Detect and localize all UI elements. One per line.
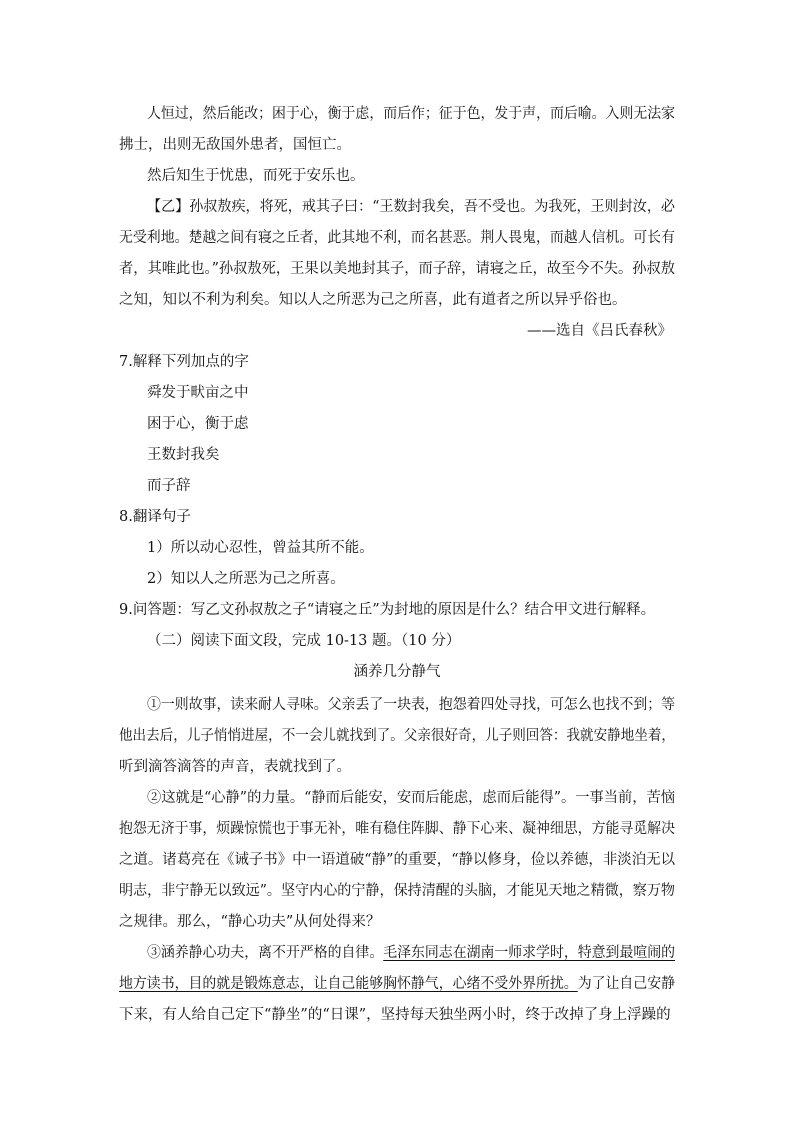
q8-title: 8.翻译句子 [119,509,191,525]
q7-item-1: 舜发于畎亩之中 [147,385,249,401]
section2-header: （二）阅读下面文段，完成 10-13 题。（10 分） [147,633,461,649]
q8-item-2: 2）知以人之所恶为己之所喜。 [147,571,345,587]
p2-line-2: 抱怨无济于事，烦躁惊慌也于事无补，唯有稳住阵脚、静下心来、凝神细思，方能寻觅解决 [119,821,675,837]
jia-line-3: 然后知生于忧患，而死于安乐也。 [147,168,365,184]
p1-line-3: 听到滴答滴答的声音，表就找到了。 [119,759,351,775]
yi-source: ——选自《吕氏春秋》 [527,323,672,339]
p2-line-1: ②这就是“心静”的力量。“静而后能安，安而后能虑，虑而后能得”。一事当前，苦恼 [147,790,676,806]
q7-item-2: 困于心，衡于虑 [147,416,249,432]
yi-line-2: 无受利地。楚越之间有寝之丘者，此其地不利，而名甚恶。荆人畏鬼，而越人信机。可长有 [119,230,675,246]
q8-item-1: 1）所以动心忍性，曾益其所不能。 [147,540,374,556]
q7-item-4: 而子辞 [147,478,191,494]
jia-line-1: 人恒过，然后能改；困于心，衡于虑，而后作；征于色，发于声，而后喻。入则无法家 [147,106,676,122]
p2-line-5: 之规律。那么，“静心功夫”从何处得来？ [119,914,381,930]
p1-line-2: 他出去后，儿子悄悄进屋，不一会儿就找到了。父亲很好奇，儿子则回答：我就安静地坐着， [119,728,675,744]
section2-title: 涵养几分静气 [353,664,441,680]
p3-line-1 [147,943,675,963]
jia-line-2: 拂士，出则无敌国外患者，国恒亡。 [119,137,351,153]
q9-title: 9.问答题：写乙文孙叔敖之子“请寝之丘”为封地的原因是什么？结合甲文进行解释。 [119,602,656,618]
p3-line-3: 下来，有人给自己定下“静坐”的“日课”，坚持每天独坐两小时，终于改掉了身上浮躁的 [119,1007,671,1023]
yi-line-1: 【乙】孙叔敖疾，将死，戒其子曰：“王数封我矣，吾不受也。为我死，王则封汝，必 [147,199,675,215]
yi-line-4: 之知，知以不利为利矣。知以人之所恶为己之所喜，此有道者之所以异乎俗也。 [119,292,627,308]
p3-line-2-plain: 为了让自己安静 [577,976,675,992]
p3-line-1-plain: ③涵养静心功夫，离不开严格的自律。 [147,945,384,961]
yi-line-3: 者，其唯此也。”孙叔敖死，王果以美地封其子，而子辞，请寝之丘，故至今不失。孙叔敖 [119,261,675,277]
p2-line-4: 明志，非宁静无以致远”。坚守内心的宁静，保持清醒的头脑，才能见天地之精微，察万物 [119,883,676,899]
p2-line-3: 之道。诸葛亮在《诫子书》中一语道破“静”的重要，“静以修身，俭以养德，非淡泊无以 [119,852,676,868]
p3-line-2-underlined: 地方读书，目的就是锻炼意志，让自己能够胸怀静气，心绪不受外界所扰。 [119,976,578,992]
q7-item-3: 王数封我矣 [147,447,220,463]
p3-line-1-underlined: 毛泽东同志在湖南一师求学时，特意到最喧闹的 [383,945,676,961]
p3-line-2 [119,974,675,994]
p1-line-1: ①一则故事，读来耐人寻味。父亲丢了一块表，抱怨着四处寻找，可怎么也找不到；等 [147,697,676,713]
q7-title: 7.解释下列加点的字 [119,354,249,370]
